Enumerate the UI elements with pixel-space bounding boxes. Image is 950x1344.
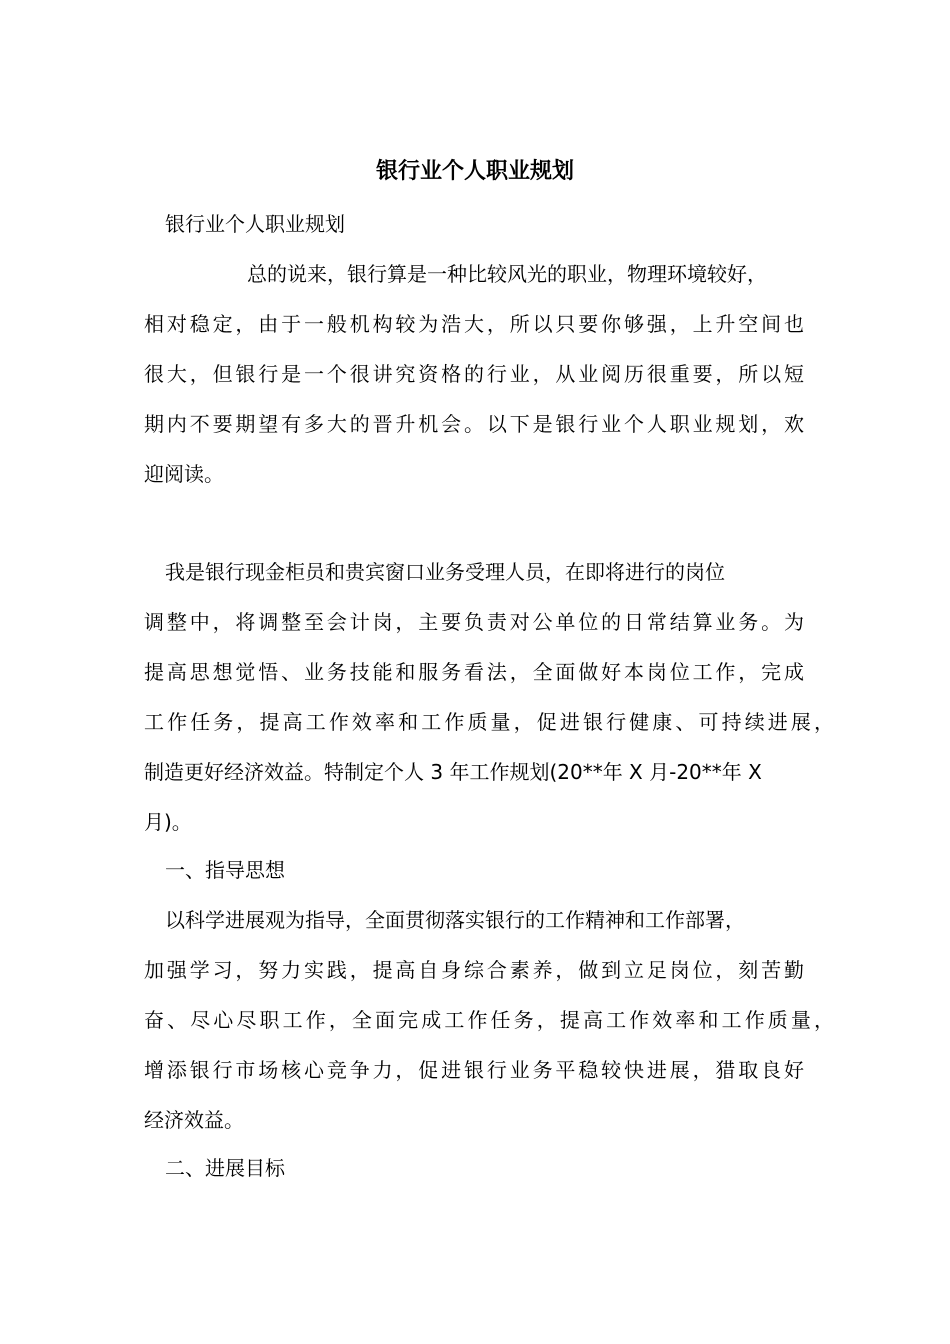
intro-line-1: 总的说来，银行算是一种比较风光的职业，物理环境较好，: [247, 262, 767, 286]
para1-line-5: 制造更好经济效益。特制定个人 3 年工作规划(20**年 X 月-20**年 X: [144, 760, 762, 784]
intro-line-3: 很大，但银行是一个很讲究资格的行业，从业阅历很重要，所以短: [144, 362, 804, 386]
para1-line-2: 调整中，将调整至会计岗，主要负责对公单位的日常结算业务。为: [144, 610, 804, 634]
intro-line-4: 期内不要期望有多大的晋升机会。以下是银行业个人职业规划，欢: [144, 412, 804, 436]
intro-line-2: 相对稳定，由于一般机构较为浩大，所以只要你够强，上升空间也: [144, 312, 804, 336]
para1-line-1: 我是银行现金柜员和贵宾窗口业务受理人员，在即将进行的岗位: [165, 560, 725, 584]
document-title: 银行业个人职业规划: [375, 158, 574, 184]
document-subtitle: 银行业个人职业规划: [165, 212, 345, 236]
heading-guiding-ideology: 一、指导思想: [165, 858, 285, 882]
para1-line-3: 提高思想觉悟、业务技能和服务看法，全面做好本岗位工作，完成: [144, 660, 804, 684]
para2-line-5: 经济效益。: [144, 1108, 244, 1132]
para2-line-1: 以科学进展观为指导，全面贯彻落实银行的工作精神和工作部署，: [165, 908, 745, 932]
para2-line-2: 加强学习，努力实践，提高自身综合素养，做到立足岗位，刻苦勤: [144, 958, 804, 982]
para2-line-4: 增添银行市场核心竞争力，促进银行业务平稳较快进展，猎取良好: [144, 1058, 804, 1082]
para1-line-4: 工作任务，提高工作效率和工作质量，促进银行健康、可持续进展，: [144, 710, 834, 734]
heading-development-goals: 二、进展目标: [165, 1156, 285, 1180]
para2-line-3: 奋、尽心尽职工作，全面完成工作任务，提高工作效率和工作质量，: [144, 1008, 834, 1032]
para1-line-6: 月)。: [144, 810, 192, 834]
intro-line-5: 迎阅读。: [144, 462, 224, 486]
